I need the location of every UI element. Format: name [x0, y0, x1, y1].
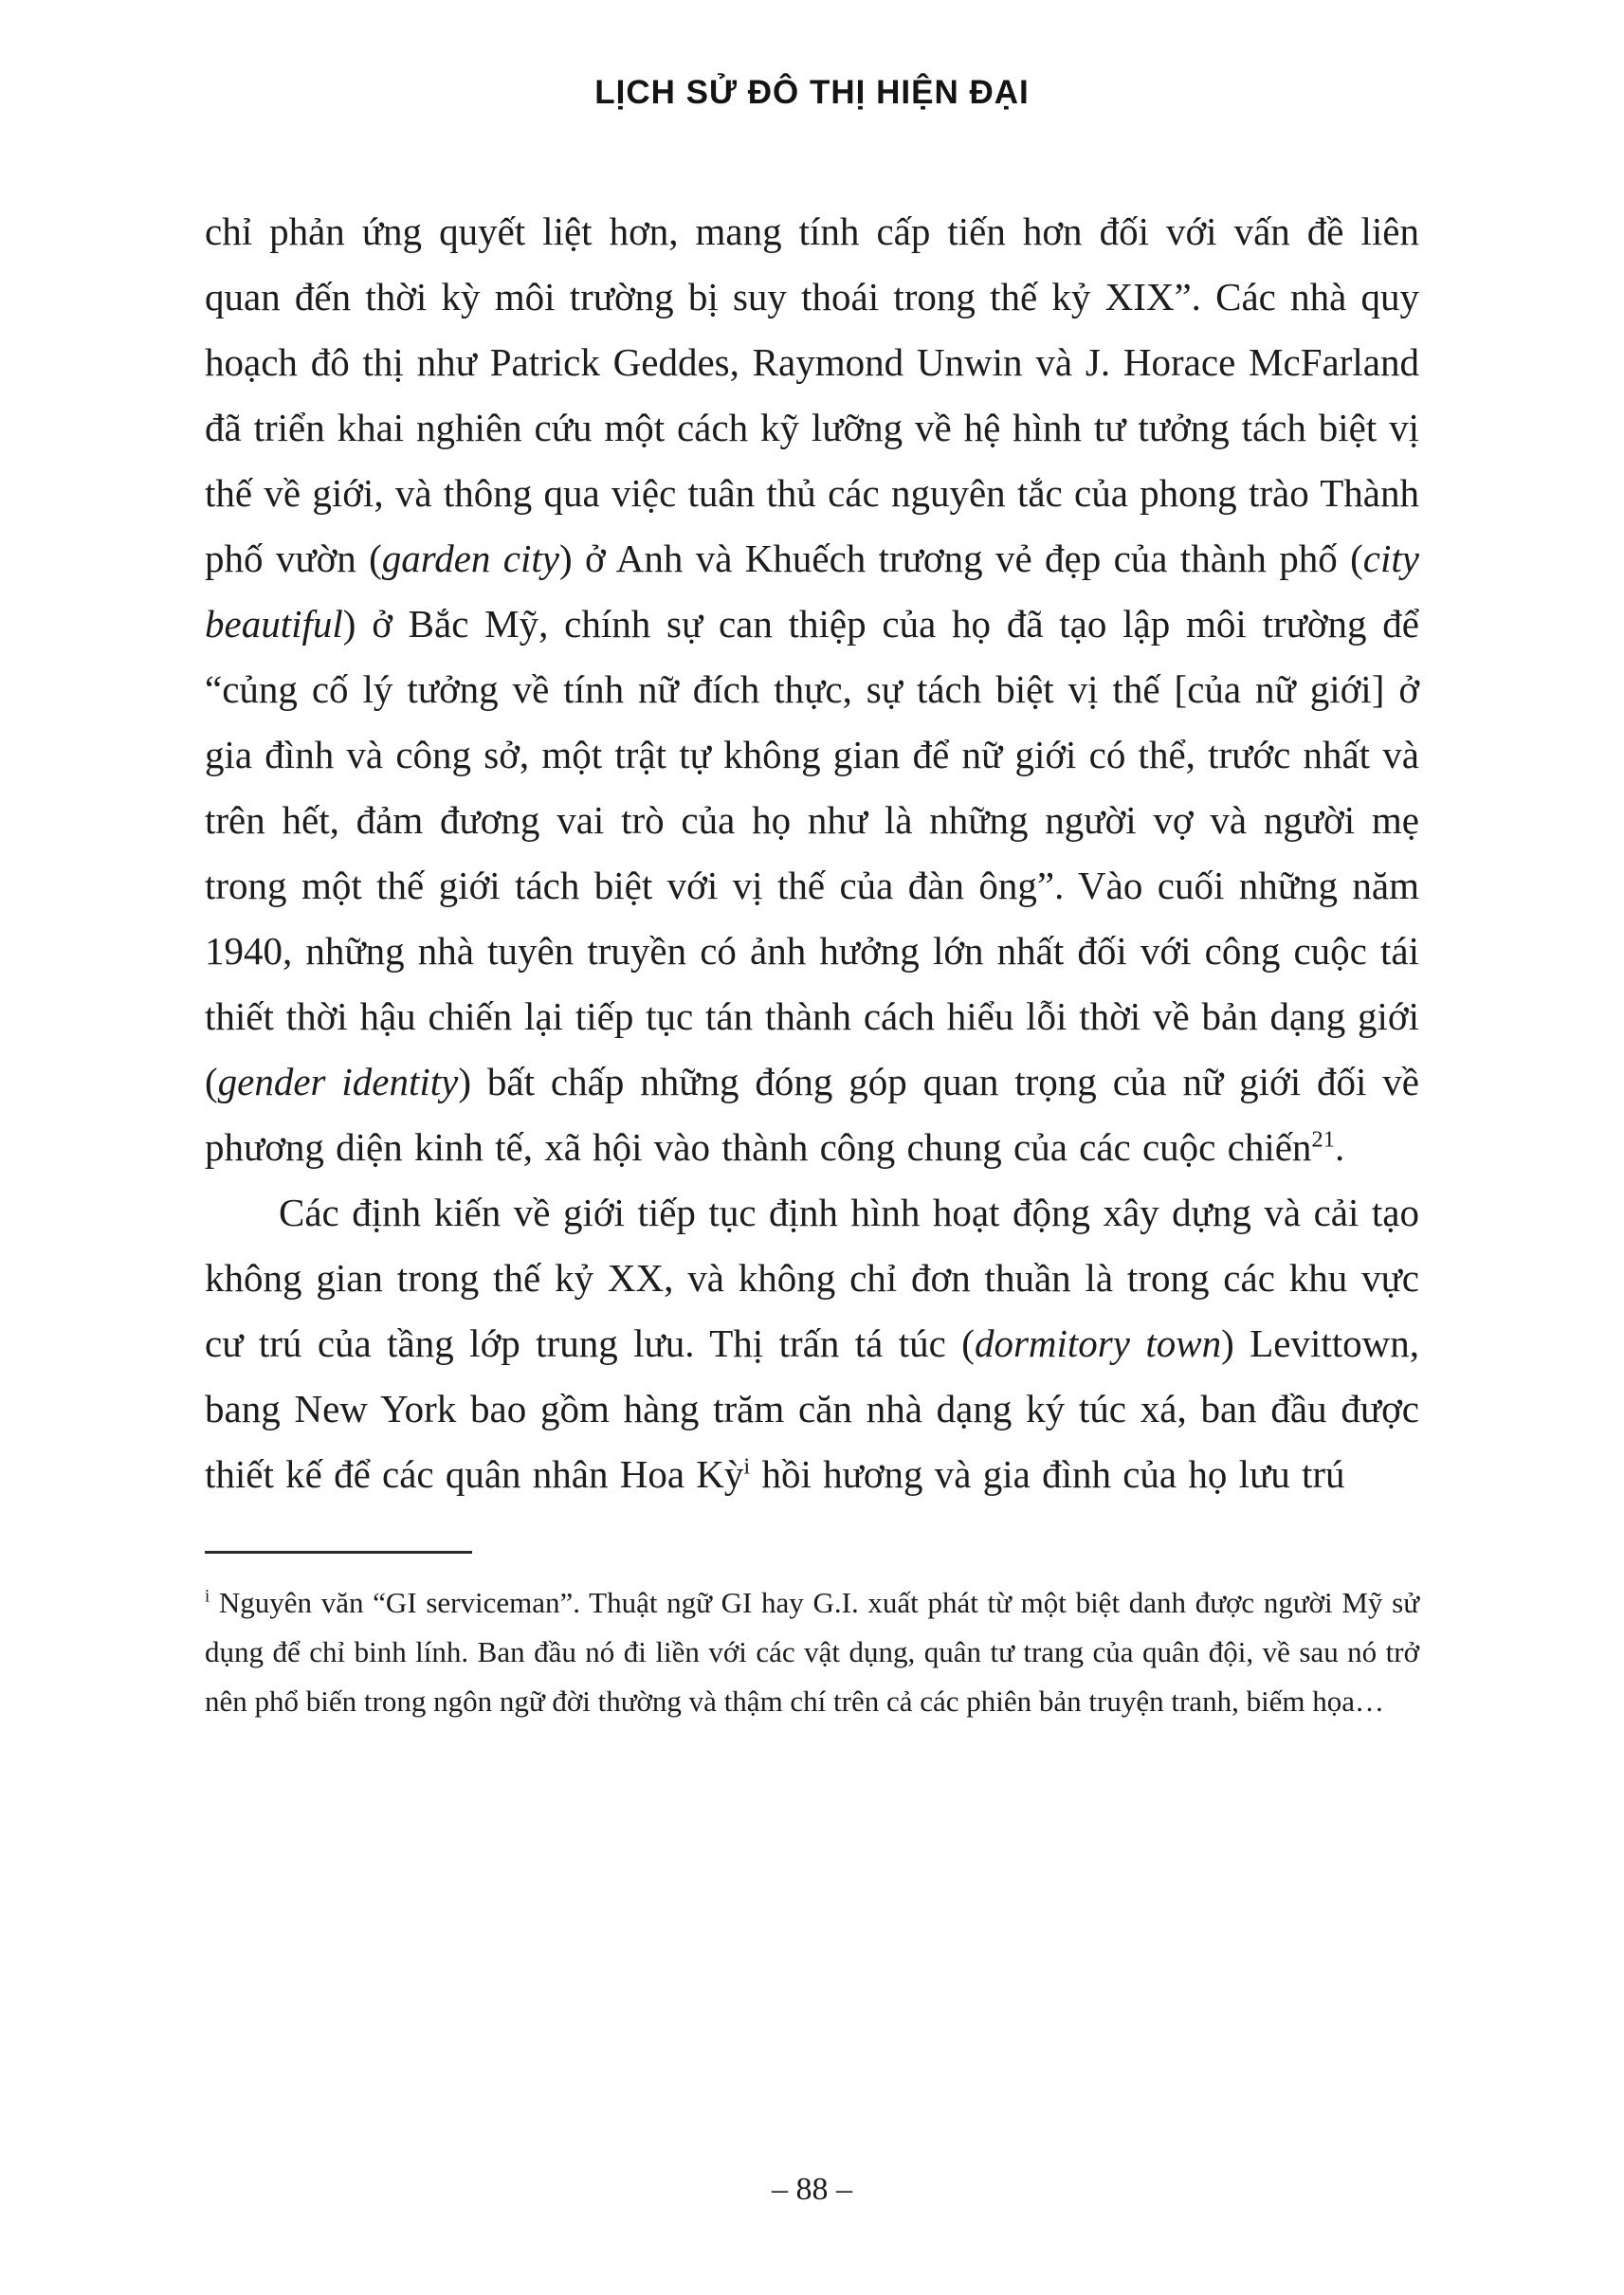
paragraph-2-run: Các định kiến về giới tiếp tục định hình hoạt động xây dựng và cải tạo không gian trong thế kỷ XX, và không chỉ đơn thuần là trong các khu vực cư trú của tầng lớp trung lưu. Thị trấn tá túc ( [205, 1191, 1419, 1365]
paragraph-1-run: gender identity [217, 1060, 459, 1103]
footnote [205, 1578, 1419, 1726]
paragraph-2-run: ) Levittown, bang New York bao gồm hàng trăm căn nhà dạng ký túc xá, ban đầu được thiết kế để các quân nhân Hoa Kỳ [205, 1321, 1419, 1496]
paragraph-1 [205, 199, 1419, 1180]
footnote-run: i [205, 1586, 210, 1607]
paragraph-1-run: city beautiful [205, 537, 1419, 646]
paragraph-1-run: chỉ phản ứng quyết liệt hơn, mang tính cấp tiến hơn đối với vấn đề liên quan đến thời kỳ môi trường bị suy thoái trong thế kỷ XIX”. Các nhà quy hoạch đô thị như Patrick Geddes, Raymond Unwin và J. Horace McFarland đã triển khai nghiên cứu một cách kỹ lưỡng về hệ hình tư tưởng tách biệt vị thế về giới, và thông qua việc tuân thủ các nguyên tắc của phong trào Thành phố vườn ( [205, 209, 1419, 580]
paragraph-1-run: 21 [1311, 1126, 1336, 1153]
running-head: LỊCH SỬ ĐÔ THỊ HIỆN ĐẠI [594, 74, 1030, 111]
body-text [205, 199, 1419, 1507]
paragraph-2-run: hồi hương và gia đình của họ lưu trú [750, 1452, 1345, 1496]
page-number: – 88 – [772, 2172, 852, 2207]
paragraph-2 [205, 1180, 1419, 1507]
paragraph-1-run: ) ở Bắc Mỹ, chính sự can thiệp của họ đã tạo lập môi trường để “củng cố lý tưởng về tính nữ đích thực, sự tách biệt vị thế [của nữ giới] ở gia đình và công sở, một trật tự không gian để nữ giới có thể, trước nhất và trên hết, đảm đương vai trò của họ như là những người vợ và người mẹ trong một thế giới tách biệt với vị thế của đàn ông”. Vào cuối những năm 1940, những nhà tuyên truyền có ảnh hưởng lớn nhất đối với công cuộc tái thiết thời hậu chiến lại tiếp tục tán thành cách hiểu lỗi thời về bản dạng giới ( [205, 602, 1419, 1103]
footnote-run: Nguyên văn “GI serviceman”. Thuật ngữ GI hay G.I. xuất phát từ một biệt danh được người Mỹ sử dụng để chỉ binh lính. Ban đầu nó đi liền với các vật dụng, quân tư trang của quân đội, về sau nó trở nên phổ biến trong ngôn ngữ đời thường và thậm chí trên cả các phiên bản truyện tranh, biếm họa… [205, 1586, 1419, 1718]
paragraph-1-run: garden city [381, 537, 559, 580]
footnote-divider [205, 1551, 472, 1554]
paragraph-1-run: . [1335, 1125, 1345, 1169]
paragraph-2-run: dormitory town [974, 1321, 1222, 1365]
paragraph-1-run: ) bất chấp những đóng góp quan trọng của nữ giới đối về phương diện kinh tế, xã hội vào thành công chung của các cuộc chiến [205, 1060, 1419, 1169]
paragraph-1-run: ) ở Anh và Khuếch trương vẻ đẹp của thành phố ( [558, 537, 1363, 580]
paragraph-2-run: i [743, 1453, 751, 1480]
